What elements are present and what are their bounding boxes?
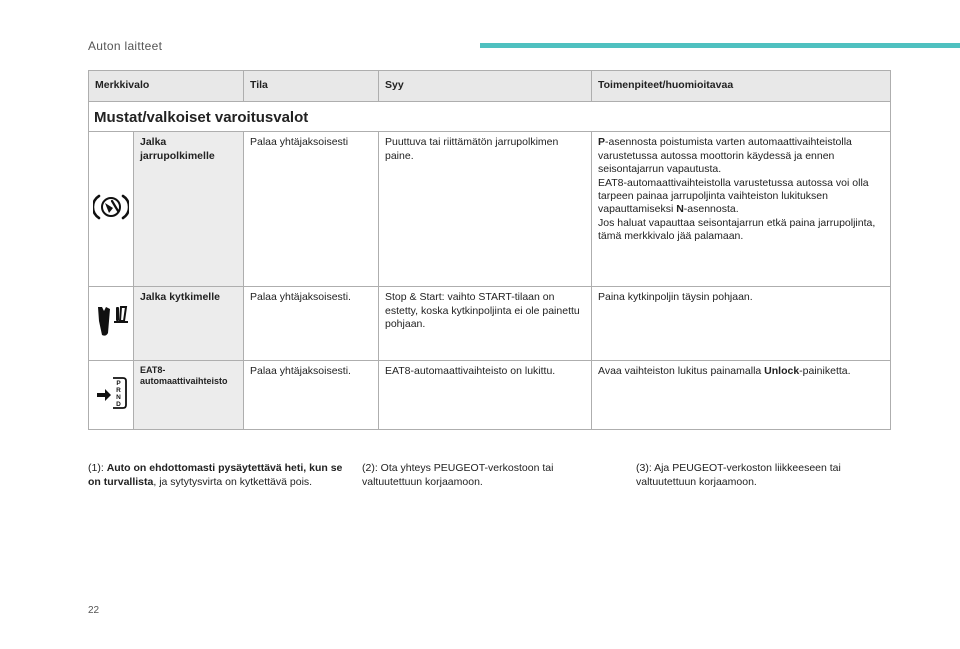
warning-light-icon-cell xyxy=(89,287,134,361)
warning-light-name: Jalka kytkimelle xyxy=(134,287,244,361)
action-cell xyxy=(592,132,891,287)
warning-lights-table xyxy=(88,70,891,430)
column-header-syy: Syy xyxy=(379,71,592,102)
brake-pedal-foot-icon xyxy=(93,192,129,222)
action-text: -painiketta. xyxy=(799,365,851,378)
gear-selector-foot-icon xyxy=(93,375,129,411)
column-header-toimenpiteet: Toimenpiteet/huomioitavaa xyxy=(592,71,891,102)
warning-light-name: EAT8-automaattivaihteisto xyxy=(134,361,244,430)
action-text: Avaa vaihteiston lukitus painamalla xyxy=(598,365,765,378)
table-row xyxy=(89,361,891,430)
action-text: EAT8-automaattivaihteistolla varustetussa autossa voi olla tarpeen painaa jarrupoljinta vaihteiston lukituksen vapauttamiseksi xyxy=(598,176,869,216)
unlock-button-label: Unlock xyxy=(764,365,800,378)
action-cell xyxy=(592,361,891,430)
warning-light-icon-cell xyxy=(89,361,134,430)
action-cell: Paina kytkinpoljin täysin pohjaan. xyxy=(592,287,891,361)
footnote-number: (2) xyxy=(362,462,375,474)
state-cell: Palaa yhtäjaksoisesti. xyxy=(244,361,379,430)
cause-cell: Puuttuva tai riittämätön jarrupolkimen paine. xyxy=(379,132,592,287)
gear-letter-p-icon: P xyxy=(116,379,121,387)
cause-cell: Stop & Start: vaihto START-tilaan on estetty, koska kytkinpoljinta ei ole painettu pohjaan. xyxy=(379,287,592,361)
gear-letter-r-icon: R xyxy=(116,386,121,394)
state-cell: Palaa yhtäjaksoisesti. xyxy=(244,287,379,361)
footnote-1: (1): Auto on ehdottomasti pysäytettävä heti, kun se on turvallista, ja sytytysvirta on kytkettävä pois. xyxy=(88,462,343,489)
gear-letter-n: N xyxy=(676,203,684,216)
clutch-pedal-foot-icon xyxy=(92,303,130,339)
action-text: -asennosta. xyxy=(683,203,739,216)
gear-letter-p: P xyxy=(598,136,606,149)
page-number: 22 xyxy=(88,605,100,616)
footnote-text: , ja sytytysvirta on kytkettävä pois. xyxy=(153,476,313,489)
table-row xyxy=(89,287,891,361)
warning-light-icon-cell xyxy=(89,132,134,287)
footnote-text: : Ota yhteys PEUGEOT-verkostoon tai valtuutettuun korjaamoon. xyxy=(362,462,554,489)
footnote-number: (1) xyxy=(88,462,101,474)
column-header-merkkivalo: Merkkivalo xyxy=(89,71,244,102)
footnote-emphasis: Auto on ehdottomasti pysäytettävä heti, kun se on turvallista xyxy=(88,462,343,489)
section-row xyxy=(89,102,891,132)
section-header-accent-bar xyxy=(480,43,960,48)
footnote-3 xyxy=(636,461,886,489)
warning-light-name: Jalka jarrupolkimelle xyxy=(134,132,244,287)
footnote-number: (3) xyxy=(636,462,649,474)
cause-cell: EAT8-automaattivaihteisto on lukittu. xyxy=(379,361,592,430)
footnote-2 xyxy=(362,461,607,489)
section-title: Mustat/valkoiset varoitusvalot xyxy=(89,102,891,132)
table-row xyxy=(89,132,891,287)
action-text: Jos haluat vapauttaa seisontajarrun etkä paina jarrupoljinta, tämä merkkivalo jää palamaan. xyxy=(598,216,876,243)
gear-letter-n-icon: N xyxy=(116,393,121,401)
state-cell: Palaa yhtäjaksoisesti xyxy=(244,132,379,287)
gear-letter-d-icon: D xyxy=(116,400,121,408)
table-header-row xyxy=(89,71,891,102)
column-header-tila: Tila xyxy=(244,71,379,102)
action-text: -asennosta poistumista varten automaattivaihteistolla varustetussa autossa moottorin käydessä ja ennen seisontajarrun vapautusta. xyxy=(598,136,852,176)
section-header-title: Auton laitteet xyxy=(88,39,163,53)
footnote-text: : Aja PEUGEOT-verkoston liikkeeseen tai valtuutettuun korjaamoon. xyxy=(636,462,841,489)
